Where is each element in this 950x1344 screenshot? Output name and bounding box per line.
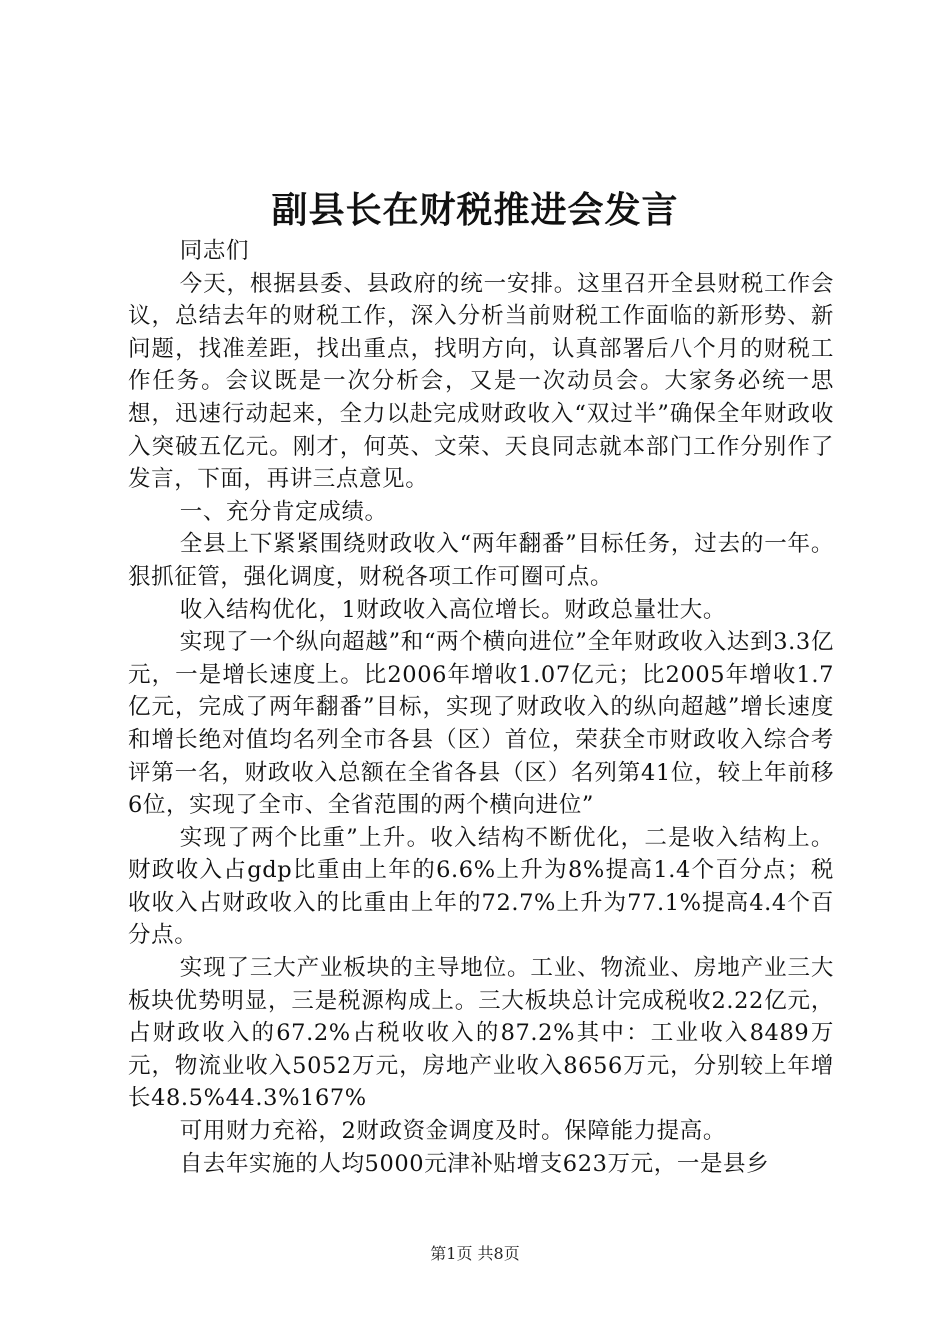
paragraph: 全县上下紧紧围绕财政收入“两年翻番”目标任务，过去的一年。狠抓征管，强化调度，财税各项工作可圈可点。 [128, 531, 834, 590]
salutation: 同志们 [179, 238, 250, 264]
paragraph-intro: 今天，根据县委、县政府的统一安排。这里召开全县财税工作会议，总结去年的财税工作，深入分析当前财税工作面临的新形势、新问题，找准差距，找出重点，找明方向，认真部署后八个月的财税工作任务。会议既是一次分析会，又是一次动员会。大家务必统一思想，迅速行动起来，全力以赴完成财政收入“双过半”确保全年财政收入突破五亿元。刚才，何英、文荣、天良同志就本部门工作分别作了发言，下面，再讲三点意见。 [128, 270, 834, 493]
paragraph: 实现了一个纵向超越”和“两个横向进位”全年财政收入达到3.3亿元，一是增长速度上。比2006年增收1.07亿元；比2005年增收1.7亿元，完成了两年翻番”目标，实现了财政收入的纵向超越”增长速度和增长绝对值均名列全市各县（区）首位，荣获全市财政收入综合考评第一名，财政收入总额在全省各县（区）名列第41位，较上年前移6位，实现了全市、全省范围的两个横向进位” [128, 629, 834, 819]
paragraph: 自去年实施的人均5000元津补贴增支623万元，一是县乡 [179, 1150, 770, 1177]
paragraph: 实现了三大产业板块的主导地位。工业、物流业、房地产业三大板块优势明显，三是税源构成上。三大板块总计完成税收2.22亿元，占财政收入的67.2%占税收收入的87.2%其中：工业收入8489万元，物流业收入5052万元，房地产业收入8656万元，分别较上年增长48.5%44.3%167% [128, 955, 834, 1112]
paragraph: 收入结构优化，1财政收入高位增长。财政总量壮大。 [179, 596, 726, 623]
page-title: 副县长在财税推进会发言 [271, 189, 679, 231]
paragraph: 实现了两个比重”上升。收入结构不断优化，二是收入结构上。财政收入占gdp比重由上年的6.6%上升为8%提高1.4个百分点；税收收入占财政收入的比重由上年的72.7%上升为77.1%提高4.4个百分点。 [128, 824, 834, 949]
paragraph: 可用财力充裕，2财政资金调度及时。保障能力提高。 [179, 1118, 726, 1145]
page-number: 第1页 共8页 [430, 1244, 520, 1263]
section-heading-1: 一、充分肯定成绩。 [179, 498, 388, 525]
document-body [128, 235, 834, 1180]
